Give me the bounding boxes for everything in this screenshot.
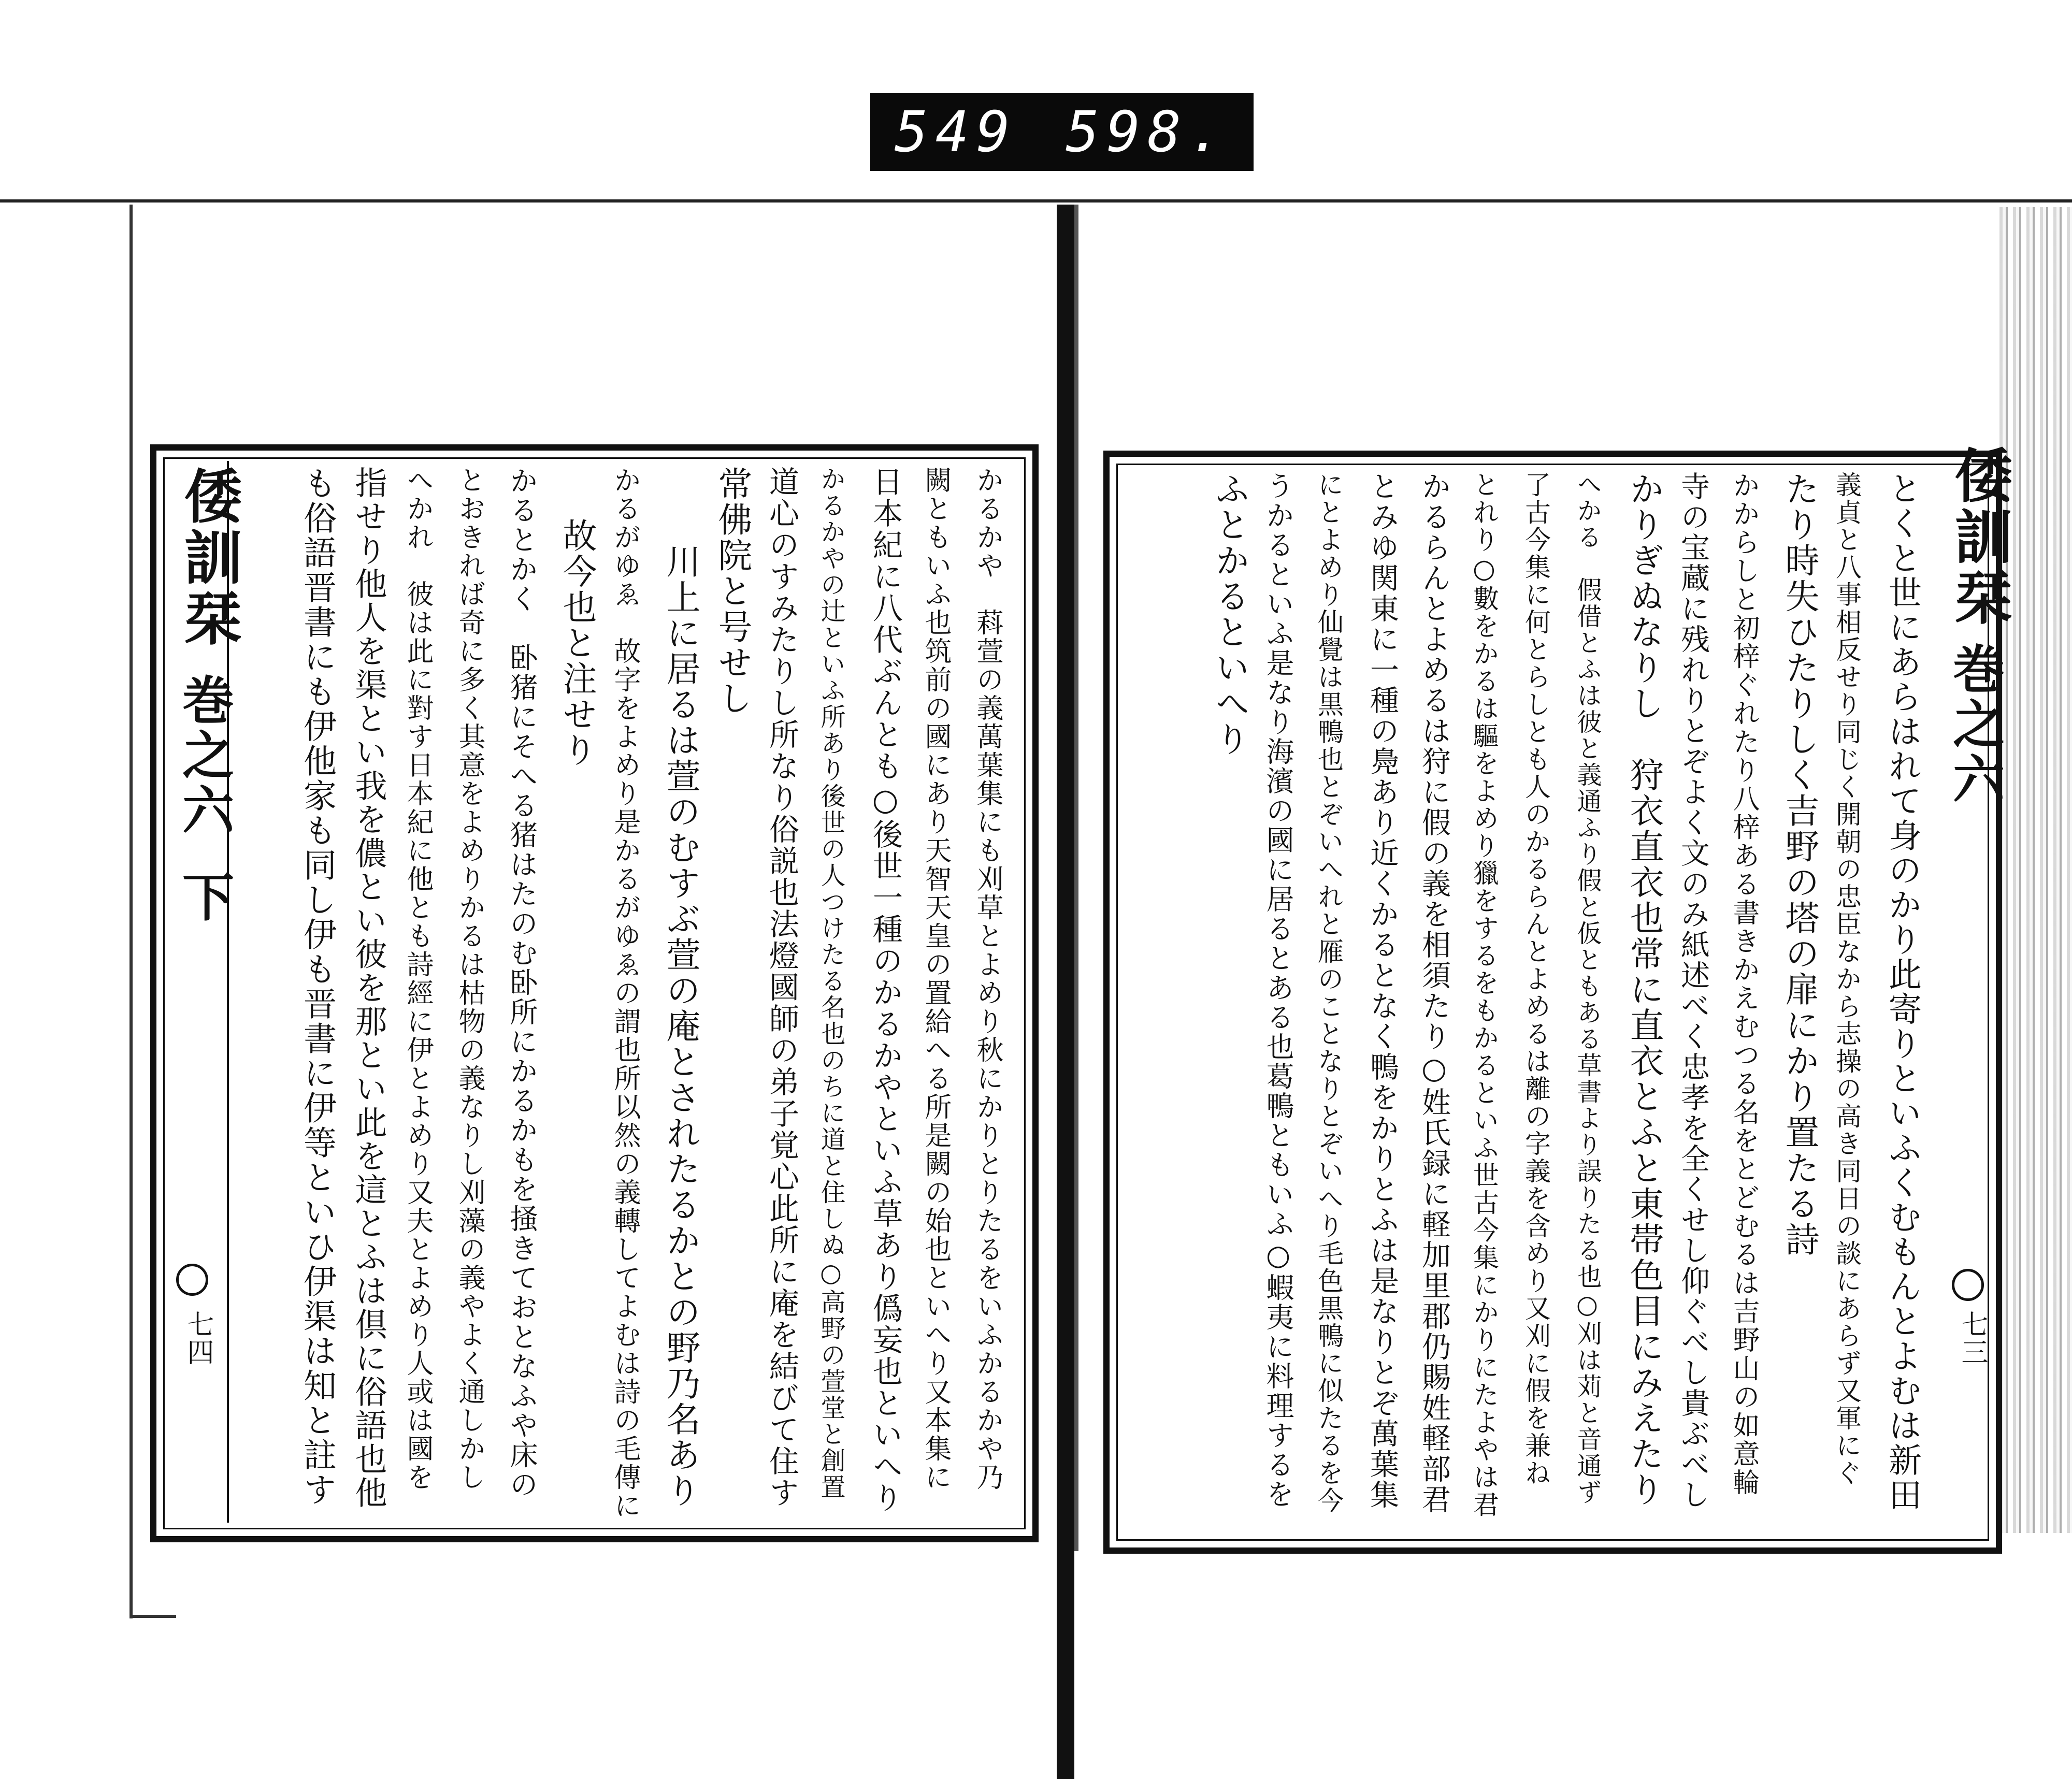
left-folio-circle — [176, 1264, 208, 1296]
right-text-column: にとよめり仙覺は黒鴨也とぞいへれと雁のことなりとぞいへり毛色黒鴨に似たるを今 — [1314, 471, 1344, 1514]
right-fore-edge — [1999, 207, 2072, 1533]
left-text-column: へかれ 彼は此に對す日本紀に他とも詩經に伊とよめり又夫とよめり人或は國を — [402, 466, 433, 1492]
left-text-column: 故今也と注せり — [557, 518, 597, 768]
right-text-column: うかるといふ是なり海濱の國に居るとある也葛鴨ともいふ○蝦夷に料理するを — [1262, 471, 1294, 1509]
right-text-column: かるらんとよめるは狩に假の義を相須たり○姓氏録に軽加里郡仍賜姓軽部君 — [1417, 471, 1451, 1515]
left-text-column: かるがゆゑ 故字をよめり是かるがゆゑの謂也所以然の義轉してよむは詩の毛傳に — [609, 466, 640, 1520]
left-folio-number: 七四 — [182, 1310, 213, 1366]
right-text-column: とくと世にあらはれて身のかり此寄りといふくむもんとよむは新田 — [1883, 471, 1921, 1512]
archive-number-right: 598. — [1066, 99, 1230, 165]
left-text-column: かるとかく 卧猪にそへる猪はたのむ卧所にかるかもを掻きておとなふや床の — [506, 466, 538, 1499]
right-text-column: とみゆ関東に一種の鳧あり近くかるとなく鴨をかりとふは是なりとぞ萬葉集 — [1365, 471, 1399, 1510]
right-text-column: 義貞と八事相反せり同じく開朝の忠臣なから志操の高き同日の談にあらず又軍にぐ — [1832, 471, 1862, 1487]
right-folio-number: 七三 — [1956, 1310, 1988, 1366]
left-page-edge — [130, 205, 133, 1618]
left-text-column: とおきれば奇に多く其意をよめりかるは枯物の義なりし刈藻の義やよく通しかし — [454, 466, 485, 1492]
right-text-column: かからしと初梓ぐれたり八梓ある書きかえむつる名をとどむるは吉野山の如意輪 — [1728, 471, 1759, 1497]
left-text-column: 川上に居るは萱のむすぶ萱の庵とされたるかとの野乃名あり — [660, 544, 700, 1509]
right-text-column: かりぎぬなりし 狩衣直衣也常に直衣とふと東帯色目にみえたり — [1624, 471, 1664, 1508]
right-text-column: とれり○數をかるは驅をよめり獵をするをもかるといふ世古今集にかりにたよやは君 — [1469, 471, 1499, 1518]
left-text-column: 道心のすみたりし所なり俗説也法燈國師の弟子覚心此所に庵を結びて住す — [764, 466, 799, 1509]
left-text-column: も俗語晋書にも伊他家も同し伊も晋書に伊等といひ伊渠は知と註す — [298, 466, 336, 1507]
left-page-edge-foot — [130, 1615, 176, 1618]
left-text-column: 日本紀に八代ぶんとも○後世一種のかるかやといふ草あり僞妄也といへり — [868, 466, 903, 1514]
left-text-column: 常佛院と号せし — [712, 466, 752, 716]
right-folio-circle — [1952, 1269, 1984, 1301]
right-text-column: へかる 假借とふは彼と義通ふり假と仮ともある草書より誤りたる也○刈は苅と音通ず — [1573, 471, 1602, 1506]
left-text-column: 闕ともいふ也筑前の國にあり天智天皇の置給へる所是闕の始也といへり又本集に — [920, 466, 951, 1492]
left-text-column: かるかや 萪萱の義萬葉集にも刈草とよめり秋にかりとりたるをいふかるかや乃 — [972, 466, 1003, 1492]
left-side-title: 倭訓栞 — [175, 466, 242, 649]
left-side-volume: 巻之六 — [174, 673, 235, 838]
top-rule — [0, 199, 2072, 203]
left-side-part: 下 — [174, 870, 235, 925]
archive-label-strip — [870, 93, 1254, 171]
book-gutter — [1057, 205, 1074, 1779]
right-text-column: ふとかるといへり — [1210, 471, 1249, 757]
archive-number-left: 549 — [894, 99, 1017, 165]
right-text-column: 了古今集に何とらしとも人のかるらんとよめるは離の字義を含めり又刈に假を兼ね — [1521, 471, 1551, 1487]
book-gutter-shadow — [1074, 205, 1078, 1551]
left-text-column: 指せり他人を渠とい我を儂とい彼を那とい此を這とふは倶に俗語也他 — [350, 466, 387, 1510]
right-side-volume: 巻之六 — [1944, 642, 2005, 807]
right-side-title: 倭訓栞 — [1945, 445, 2013, 629]
left-text-column: かるかやの辻といふ所あり後世の人つけたる名也のちに道と住しぬ○高野の萱堂と創置 — [816, 466, 845, 1500]
right-text-column: 寺の宝蔵に残れりとぞよく文のみ紙述べく忠孝を全くせし仰ぐべし貴ぶべし — [1676, 471, 1710, 1510]
right-text-column: たり時失ひたりしく吉野の塔の扉にかり置たる詩 — [1779, 471, 1819, 1257]
